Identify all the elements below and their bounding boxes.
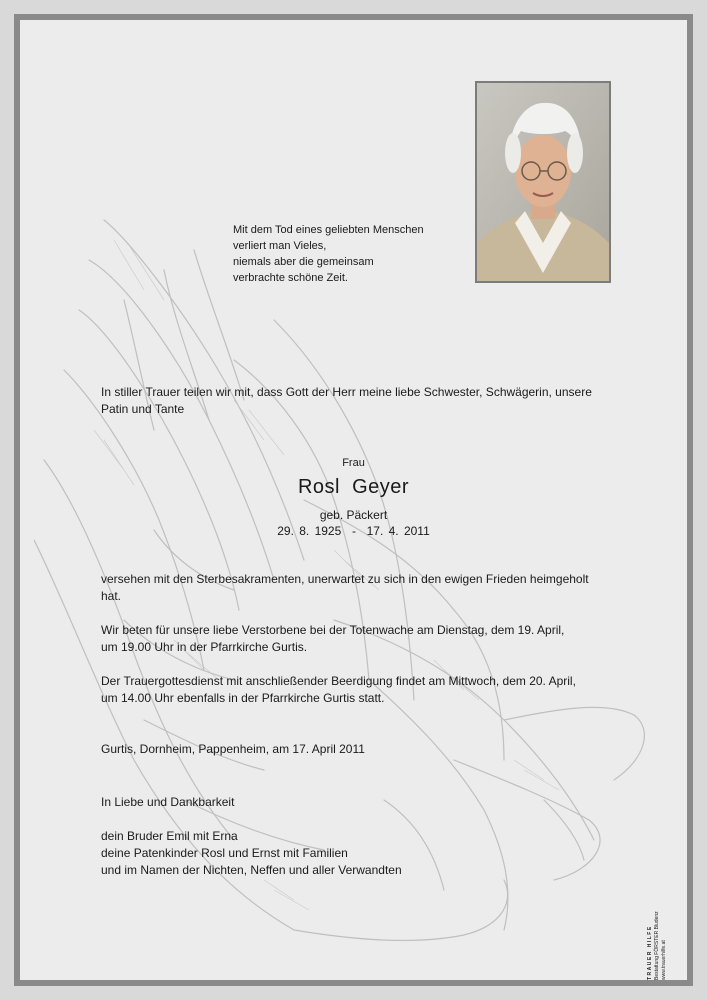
funeral-line: um 14.00 Uhr ebenfalls in der Pfarrkirche Gurtis statt. [101, 691, 385, 705]
quote-line: niemals aber die gemeinsam [233, 256, 374, 268]
place-date: Gurtis, Dornheim, Pappenheim, am 17. April 2011 [101, 742, 365, 756]
quote-line: verliert man Vieles, [233, 240, 327, 252]
deceased-name: Rosl Geyer [297, 476, 410, 498]
quote-line: verbrachte schöne Zeit. [233, 272, 348, 284]
mourner-line: deine Patenkinder Rosl und Ernst mit Familien [101, 846, 348, 860]
mourner-line: und im Namen der Nichten, Neffen und aller Verwandten [101, 863, 402, 877]
imprint-url: www.trauerhilfe.at [661, 940, 667, 980]
sacraments-line: hat. [101, 589, 122, 603]
intro-line: In stiller Trauer teilen wir mit, dass Gott der Herr meine liebe Schwester, Schwägerin, unsere [101, 385, 592, 399]
memorial-quote [233, 222, 424, 286]
life-dates: 29. 8. 1925 - 17. 4. 2011 [277, 524, 430, 538]
vigil-line: Wir beten für unsere liebe Verstorbene bei der Totenwache am Dienstag, dem 19. April, [101, 623, 565, 637]
intro-line: Patin und Tante [101, 402, 185, 416]
sacraments-paragraph [101, 571, 621, 605]
funeral-paragraph [101, 673, 621, 707]
obituary-card [14, 14, 693, 986]
imprint-brand: TRAUER HILFE [647, 925, 653, 980]
funeral-home-imprint [647, 890, 683, 980]
vigil-line: um 19.00 Uhr in der Pfarrkirche Gurtis. [101, 640, 308, 654]
vigil-paragraph [101, 622, 621, 656]
sacraments-line: versehen mit den Sterbesakramenten, unerwartet zu sich in den ewigen Frieden heimgeholt [101, 572, 589, 586]
portrait-photo [475, 81, 611, 283]
funeral-line: Der Trauergottesdienst mit anschließender Beerdigung findet am Mittwoch, dem 20. April, [101, 674, 576, 688]
mourners-list [101, 828, 621, 879]
intro-paragraph [101, 384, 621, 418]
quote-line: Mit dem Tod eines geliebten Menschen [233, 224, 424, 236]
salutation: Frau [342, 457, 365, 469]
imprint-line: Bestattung FÖRSTER Bludenz [654, 911, 660, 980]
mourner-line: dein Bruder Emil mit Erna [101, 829, 238, 843]
closing-line: In Liebe und Dankbarkeit [101, 795, 235, 809]
birth-name: geb. Päckert [319, 508, 388, 522]
